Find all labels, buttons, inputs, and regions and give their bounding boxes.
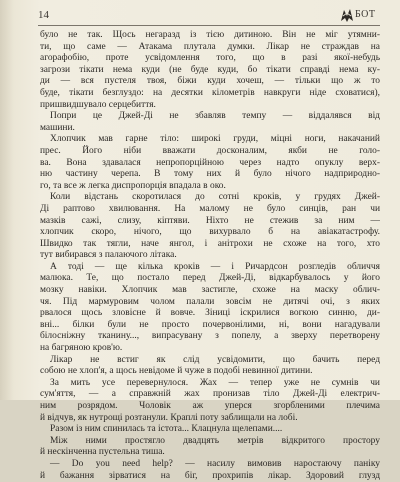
text-line: Разом із ним спинилась та істота... Клацнула щелепами.... — [50, 424, 283, 435]
text-line: Лікар не встиг як слід усвідомити, що бачить перед — [50, 354, 380, 365]
text-line: рвалося щось зловісне й вовче. Зіниці іскрилися вогкою синню, ди- — [40, 308, 380, 319]
body-text — [40, 30, 380, 482]
text-line: мазків сажі, слизу, кіптяви. Ніхто не стежив за ним — — [40, 215, 380, 226]
text-line: Попри це Джей-Ді не збавляв темпу — віддалявся від — [50, 111, 380, 122]
text-line: агорафобію, проте усвідомлення того, що в разі якої-небудь — [40, 53, 380, 64]
text-line: й нескінченна пустельна тиша. — [40, 447, 165, 458]
text-line: ди — вся пустеля твоя, біжи куди хочеш, — тільки що ж то — [40, 76, 380, 87]
text-line: загрози тікати нема куди (не буде куди, бо тікати справді нема ку- — [40, 64, 380, 75]
header-rule — [38, 25, 380, 26]
bird-logo-icon — [340, 7, 354, 23]
text-line: собою не хлоп'я, а щось невідоме й чуже в подобі невинної дитини. — [40, 366, 313, 377]
text-line: й відчув, як нутрощі розтанули. Краплі поту заблищали на лобі. — [40, 412, 298, 423]
text-line: чя. Під мармуровим чолом палали зовсім не дитячі очі, з яких — [40, 296, 380, 307]
text-line: — Do you need help? — насилу вимовив наростаючу паніку — [50, 458, 380, 469]
text-line: машини. — [40, 122, 75, 133]
page-number: 14 — [38, 9, 49, 21]
text-line: пришвидшувало серцебиття. — [40, 99, 156, 110]
text-line: тут вибирався з палаючого літака. — [40, 250, 177, 261]
text-line: мозку навіки. Хлопчик мав застигле, схоже на маску облич- — [40, 285, 380, 296]
text-line: Ді раптово хвилювання. На малому не було синців, ран чи — [40, 203, 380, 214]
text-line: А тоді — ще кілька кроків — і Ричардсон розгледів обличчя — [50, 261, 380, 272]
text-line: сум'яття, — а справжній жах пронизав тіло Джей-Ді електрич- — [40, 389, 380, 400]
text-line: було не так. Щось негаразд із тією дитиною. Він не міг утямни- — [40, 30, 380, 40]
text-line: Швидко так тягли, наче янгол, і анітрохи не схоже на того, хто — [40, 238, 380, 249]
text-line: хлопчик скоро, нічого, що вихурвало б на авіакатастрофу. — [40, 227, 380, 238]
text-line: го, та все ж легка диспропорція впадала в око. — [40, 180, 226, 191]
text-line: буде, тікати безглуздо: на десятки кілометрів навкруги ніде сховатися), — [40, 87, 380, 98]
running-head — [340, 8, 380, 22]
text-line: малюка. Те, що постало перед Джей-Ді, відкарбувалось у його — [40, 273, 380, 284]
text-line: ню частину черепа. В тому них й було нічого надприродно- — [40, 169, 380, 180]
text-line: Між ними простягло двадцять метрів відкритого простору — [50, 435, 380, 446]
text-line: вні... білки були не просто почервонілими, ні, вони нагадували — [40, 319, 380, 330]
text-line: Коли відстань скоротилася до сотні кроків, у грудях Джей- — [50, 192, 380, 203]
text-line: прес. Його ніби вважати досконалим, якби не голо- — [40, 145, 380, 156]
text-line: білосніжну тканину..., випрасувану з попелу, а зверху перетворену — [40, 331, 380, 342]
text-line: За мить усе перевернулося. Жах — тепер уже не сумнів чи — [50, 377, 380, 388]
text-line: й бажання зірватися на біг, прохрипів лікар. Здоровий глузд — [40, 470, 380, 481]
running-title: БОТ — [355, 9, 376, 20]
text-line: ти, що саме — Атакама плутала думки. Лікар не страждав на — [40, 41, 380, 52]
text-line: Хлопчик мав гарне тіло: широкі груди, міцні ноги, накачаний — [50, 134, 380, 145]
text-line: на багряною кров'ю. — [40, 343, 123, 354]
text-line: ним розрядом. Чоловік аж уперся згорбленими плечима — [40, 401, 380, 411]
text-line: ва. Вона здавалася непропорційною через надто опуклу верх- — [40, 157, 380, 168]
page-header — [38, 8, 380, 22]
